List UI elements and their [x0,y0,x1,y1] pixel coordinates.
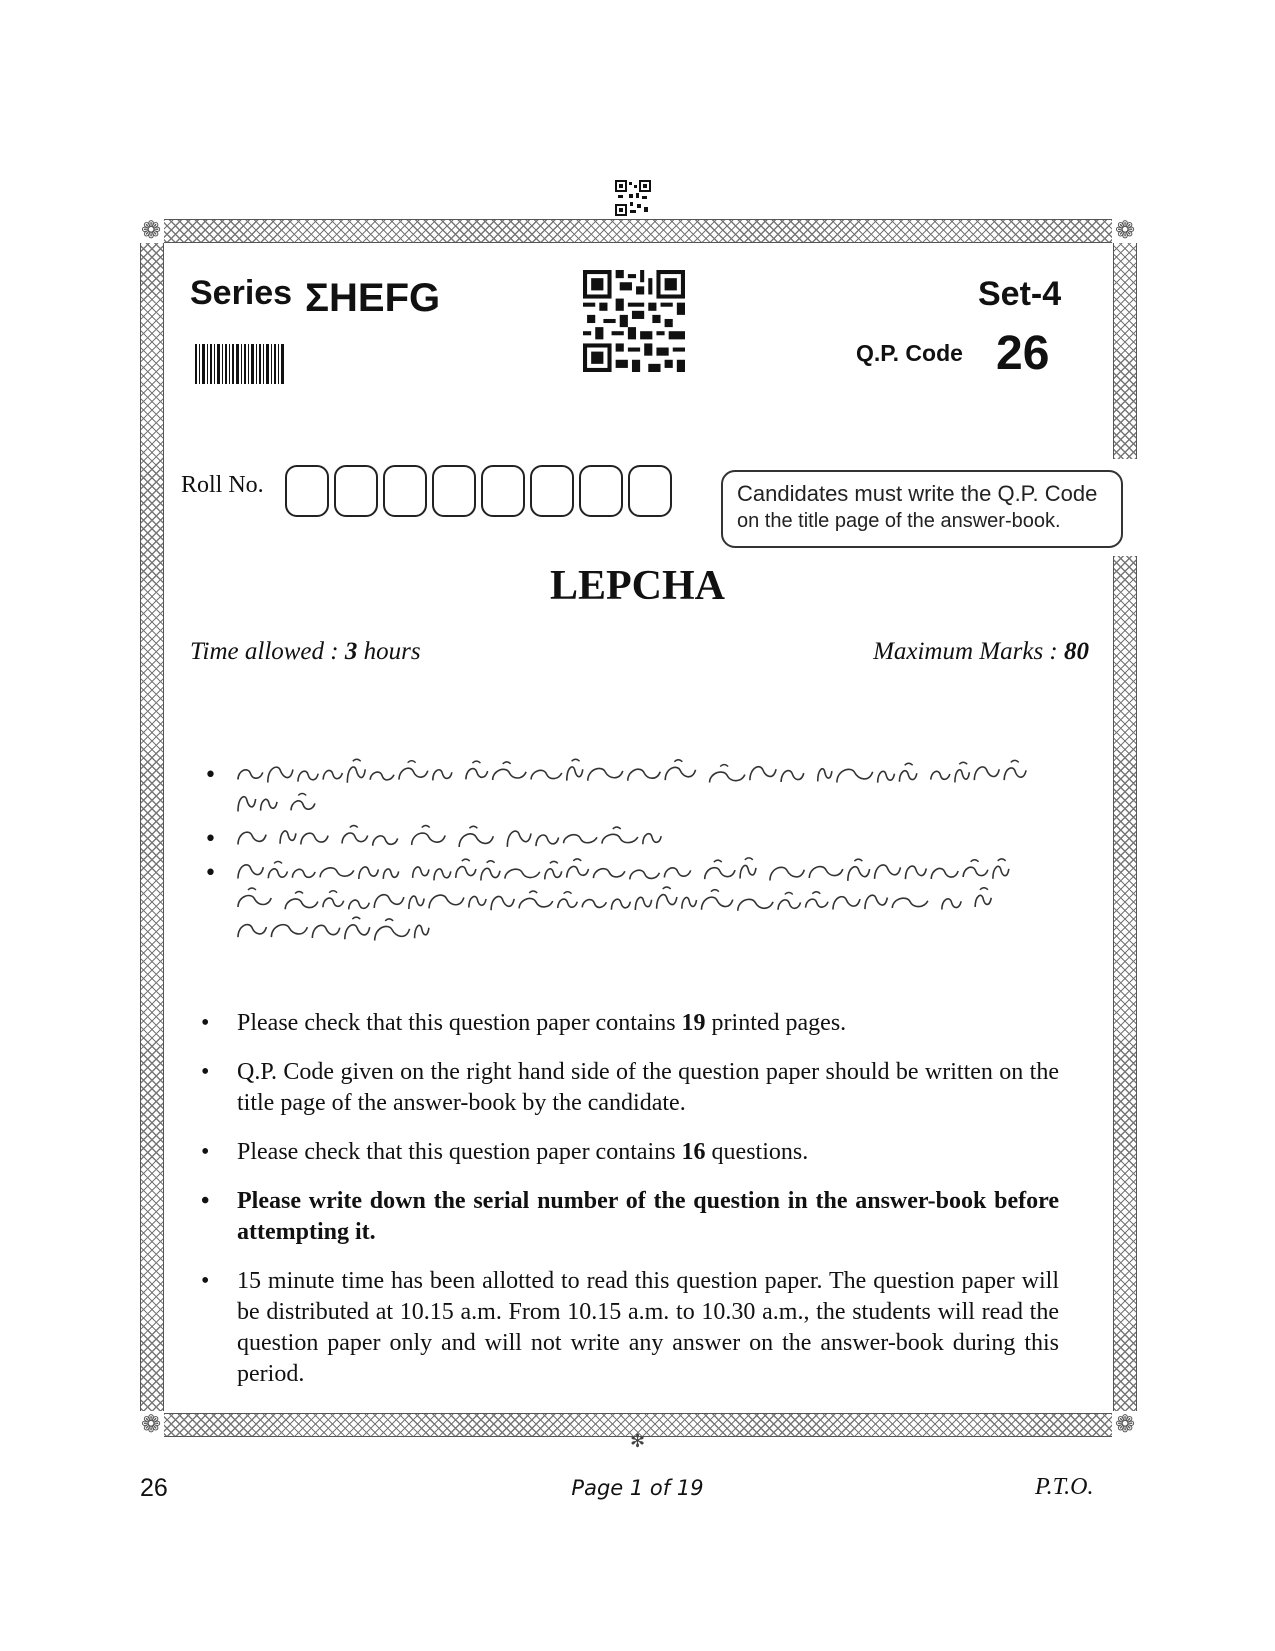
subject-title: LEPCHA [549,563,725,609]
bullet: • [204,827,217,852]
bullet: • [201,1188,210,1214]
page-current: 1 [629,1476,644,1500]
lepcha-script-line [232,787,1060,817]
lepcha-script-line [232,885,1060,915]
instruction-item [197,1137,1059,1168]
roll-no-box[interactable] [481,465,525,517]
corner-ornament-top-right: ❁ [1112,217,1138,243]
page-prefix: Page [571,1476,630,1500]
bullet: • [201,1010,210,1036]
roll-no-box[interactable] [579,465,623,517]
footer-pto: P.T.O. [1035,1474,1094,1500]
frame-right-lower [1113,556,1137,1435]
instruction-text-bold: 16 [681,1139,706,1165]
frame-left [140,219,164,1435]
roll-no-box[interactable] [285,465,329,517]
lepcha-script-line [232,821,1060,851]
lepcha-script-line [232,757,1060,787]
instruction-text: 15 minute time has been allotted to read this question paper. The question paper will be distributed at 10.15 a.m. From 10.15 a.m. to 10.30 a.m., the students will read the question paper only and will not write any answer on the answer-book during this period. [237,1268,1059,1387]
corner-ornament-top-left: ❁ [138,217,164,243]
bullet: • [201,1059,210,1085]
roll-no-box[interactable] [628,465,672,517]
corner-ornament-bottom-left: ❁ [138,1411,164,1437]
max-marks-label: Maximum Marks : [873,638,1064,665]
time-allowed-value: 3 [344,638,358,665]
lepcha-instruction-item [200,855,1060,945]
roll-no-box[interactable] [432,465,476,517]
time-allowed-unit: hours [357,638,421,665]
instruction-item [197,1057,1059,1119]
barcode [195,344,285,384]
roll-no-box[interactable] [383,465,427,517]
general-instructions [197,1008,1059,1408]
instruction-text-post: questions. [705,1139,809,1165]
instruction-text-bold: 19 [681,1010,706,1036]
roll-no-box[interactable] [530,465,574,517]
roll-no-boxes [285,465,677,517]
instruction-text-pre: Please check that this question paper contains [237,1010,682,1036]
page-of: of [643,1476,677,1500]
maximum-marks [873,638,1089,666]
time-allowed-label: Time allowed : [190,638,345,665]
instruction-text-post: printed pages. [705,1010,847,1036]
frame-top [140,219,1136,243]
lepcha-instruction-item [200,757,1060,817]
instruction-item [197,1266,1059,1390]
bullet: • [201,1268,210,1294]
bullet: • [204,861,217,886]
time-allowed [190,638,421,666]
instruction-text: Please write down the serial number of the question in the answer-book before attempting it. [237,1188,1059,1245]
roll-no-box[interactable] [334,465,378,517]
roll-no-label: Roll No. [181,472,264,498]
qp-note-line-2: on the title page of the answer-book. [737,510,1061,532]
lepcha-script-line [232,915,1060,945]
footer-qp-code: 26 [140,1474,168,1502]
qp-code-note [721,470,1123,548]
star-ornament: ✻ [629,1431,646,1452]
lepcha-instruction-item [200,821,1060,851]
main-qr-code [583,270,685,372]
qp-code-label: Q.P. Code [856,340,963,366]
max-marks-value: 80 [1064,638,1089,665]
qp-code-value: 26 [996,327,1050,380]
frame-right-upper [1113,219,1137,459]
qp-note-line-1: Candidates must write the Q.P. Code [737,481,1098,506]
lepcha-instructions [200,757,1060,949]
series-label: Series [190,274,293,312]
instruction-text: Q.P. Code given on the right hand side of the question paper should be written on the title page of the answer-book by the candidate. [237,1059,1059,1116]
series-code: ΣHEFG [305,276,441,320]
instruction-text-pre: Please check that this question paper contains [237,1139,682,1165]
lepcha-script-line [232,855,1060,885]
page-total: 19 [676,1476,704,1500]
corner-ornament-bottom-right: ❁ [1112,1411,1138,1437]
instruction-item [197,1008,1059,1039]
instruction-item [197,1186,1059,1248]
bullet: • [201,1139,210,1165]
top-qr-code [615,180,651,216]
set-label: Set-4 [978,275,1062,313]
bullet: • [204,763,217,788]
